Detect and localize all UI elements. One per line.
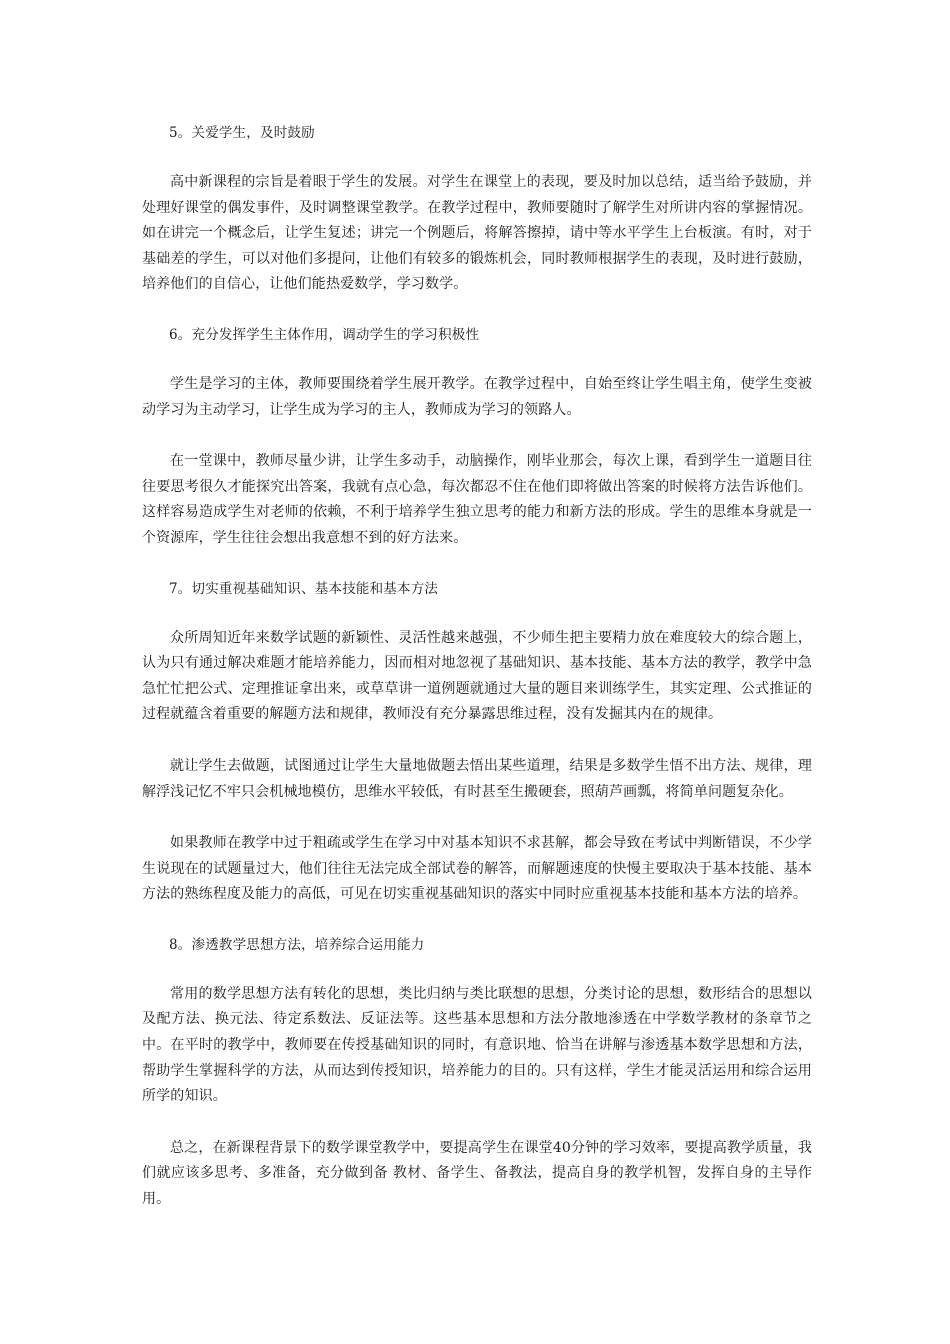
paragraph: 如果教师在教学中过于粗疏或学生在学习中对基本知识不求甚解，都会导致在考试中判断错误，不少学生说现在的试题量过大，他们往往无法完成全部试卷的解答，而解题速度的快慢主要取决于基本技能、基本方法的熟练程度及能力的高低，可见在切实重视基础知识的落实中同时应重视基本技能和基本方法的培养。 xyxy=(142,835,812,903)
document-page xyxy=(142,122,812,1239)
paragraph: 学生是学习的主体，教师要围绕着学生展开教学。在教学过程中，自始至终让学生唱主角，使学生变被动学习为主动学习，让学生成为学习的主人，教师成为学习的领路人。 xyxy=(142,375,812,418)
paragraph: 就让学生去做题，试图通过让学生大量地做题去悟出某些道理，结果是多数学生悟不出方法、规律，理解浮浅记忆不牢只会机械地模仿，思维水平较低，有时甚至生搬硬套，照葫芦画瓢，将简单问题复杂化。 xyxy=(142,757,812,800)
conclusion-paragraph: 总之，在新课程背景下的数学课堂教学中，要提高学生在课堂40分钟的学习效率，要提高教学质量，我们就应该多思考、多准备，充分做到备 教材、备学生、备教法，提高自身的教学机智，发挥自身的主导作用。 xyxy=(142,1139,812,1208)
section-heading-6: 6。充分发挥学生主体作用，调动学生的学习积极性 xyxy=(169,326,480,343)
paragraph: 高中新课程的宗旨是着眼于学生的发展。对学生在课堂上的表现，要及时加以总结，适当给予鼓励，并处理好课堂的偶发事件，及时调整课堂教学。在教学过程中，教师要随时了解学生对所讲内容的掌握情况。如在讲完一个概念后，让学生复述；讲完一个例题后，将解答擦掉，请中等水平学生上台板演。有时，对于基础差的学生，可以对他们多提问，让他们有较多的锻炼机会，同时教师根据学生的表现，及时进行鼓励，培养他们的自信心，让他们能热爱数学，学习数学。 xyxy=(142,174,812,293)
section-heading-7: 7。切实重视基础知识、基本技能和基本方法 xyxy=(169,580,439,597)
paragraph: 常用的数学思想方法有转化的思想，类比归纳与类比联想的思想，分类讨论的思想，数形结合的思想以及配方法、换元法、待定系数法、反证法等。这些基本思想和方法分散地渗透在中学数学教材的条章节之中。在平时的教学中，教师要在传授基础知识的同时，有意识地、恰当在讲解与渗透基本数学思想和方法，帮助学生掌握科学的方法，从而达到传授知识，培养能力的目的。只有这样，学生才能灵活运用和综合运用所学的知识。 xyxy=(142,985,812,1105)
section-heading-5: 5。关爱学生，及时鼓励 xyxy=(169,125,315,141)
paragraph: 在一堂课中，教师尽量少讲，让学生多动手，动脑操作，刚毕业那会，每次上课，看到学生一道题目往往要思考很久才能探究出答案，我就有点心急，每次都忍不住在他们即将做出答案的时候将方法告诉他们。这样容易造成学生对老师的依赖，不利于培养学生独立思考的能力和新方法的形成。学生的思维本身就是一个资源库，学生往往会想出我意想不到的好方法来。 xyxy=(142,453,812,546)
section-heading-8: 8。渗透教学思想方法，培养综合运用能力 xyxy=(169,936,425,953)
paragraph: 众所周知近年来数学试题的新颖性、灵活性越来越强，不少师生把主要精力放在难度较大的综合题上，认为只有通过解决难题才能培养能力，因而相对地忽视了基础知识、基本技能、基本方法的教学，教学中急急忙忙把公式、定理推证拿出来，或草草讲一道例题就通过大量的题目来训练学生，其实定理、公式推证的过程就蕴含着重要的解题方法和规律，教师没有充分暴露思维过程，没有发掘其内在的规律。 xyxy=(142,629,812,723)
